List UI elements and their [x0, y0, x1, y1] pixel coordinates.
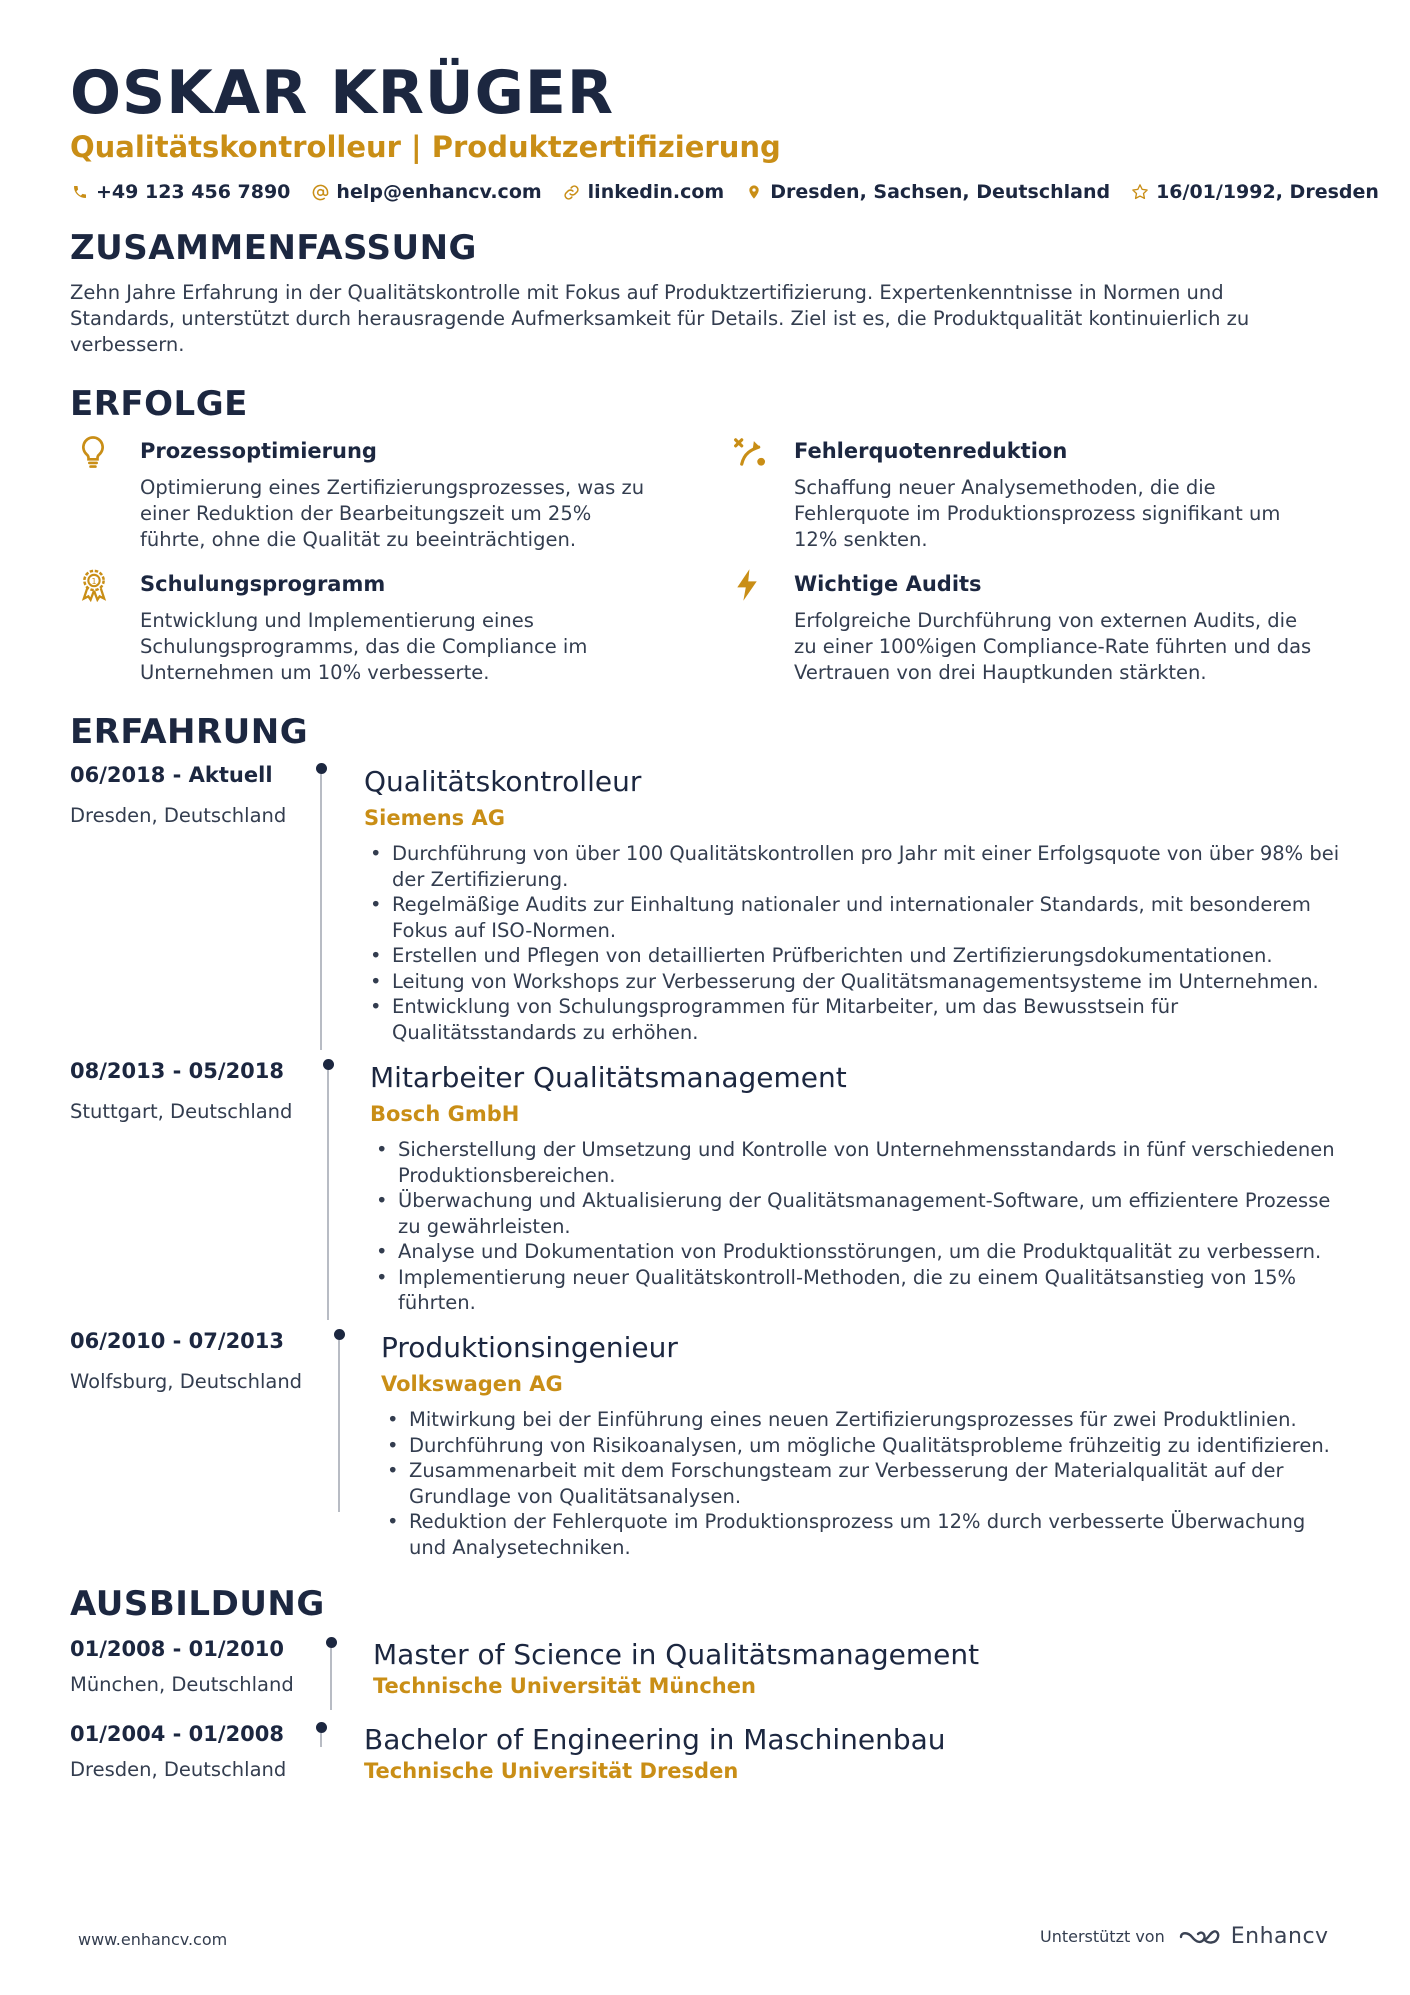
contact-birth-text: 16/01/1992, Dresden — [1156, 181, 1379, 203]
job-location: Dresden, Deutschland — [70, 804, 287, 827]
contact-phone-text: +49 123 456 7890 — [96, 181, 291, 203]
link-icon — [562, 182, 582, 202]
edu-degree: Bachelor of Engineering in Maschinenbau — [364, 1723, 946, 1756]
contact-email-text: help@enhancv.com — [336, 181, 542, 203]
job-bullet: • Analyse und Dokumentation von Produktionsstörungen, um die Produktqualität zu verbessern. — [370, 1239, 1345, 1265]
edu-location: München, Deutschland — [70, 1673, 294, 1696]
edu-location: Dresden, Deutschland — [70, 1758, 287, 1781]
timeline-dot — [323, 1059, 334, 1070]
job-dates: 08/2013 - 05/2018 — [70, 1059, 285, 1083]
job-bullet: • Erstellen und Pflegen von detaillierten Prüfberichten und Zertifizierungsdokumentationen. — [364, 943, 1344, 969]
education-heading: AUSBILDUNG — [70, 1584, 325, 1624]
star-icon — [1130, 182, 1150, 202]
achievement-desc: Erfolgreiche Durchführung von externen Audits, die zu einer 100%igen Compliance-Rate führten und das Vertrauen von drei Hauptkunden stärkten. — [794, 609, 1312, 684]
job-bullet: • Durchführung von über 100 Qualitätskontrollen pro Jahr mit einer Erfolgsquote von über 98% bei der Zertifizierung. — [364, 841, 1344, 892]
contact-phone[interactable] — [70, 181, 290, 203]
award-medal-icon — [78, 568, 112, 602]
contact-location — [744, 181, 1110, 203]
contact-birth — [1130, 181, 1379, 203]
edu-school: Technische Universität München — [373, 1674, 756, 1698]
job-dates: 06/2010 - 07/2013 — [70, 1329, 285, 1353]
edu-degree: Master of Science in Qualitätsmanagement — [373, 1638, 980, 1671]
job-bullet: • Sicherstellung der Umsetzung und Kontrolle von Unternehmensstandards in fünf verschiedenen Produktionsbereichen. — [370, 1137, 1345, 1188]
job-bullet: • Entwicklung von Schulungsprogrammen für Mitarbeiter, um das Bewusstsein für Qualitätsstandards zu erhöhen. — [364, 994, 1344, 1045]
job-bullet: • Mitwirkung bei der Einführung eines neuen Zertifizierungsprozesses für zwei Produktlinien. — [381, 1407, 1346, 1433]
phone-icon — [70, 182, 90, 202]
svg-text:1: 1 — [91, 576, 97, 586]
footer-powered-by: Unterstützt von — [1040, 1927, 1165, 1946]
timeline-line — [320, 774, 322, 1050]
enhancv-logo-icon — [1177, 1925, 1223, 1949]
timeline-dot — [316, 763, 327, 774]
job-bullets — [364, 841, 1344, 1045]
job-company: Bosch GmbH — [370, 1102, 520, 1126]
achievement-desc: Schaffung neuer Analysemethoden, die die Fehlerquote im Produktionsprozess signifikant um 12% senkten. — [794, 476, 1281, 551]
contact-bar — [70, 181, 1399, 203]
job-company: Siemens AG — [364, 806, 505, 830]
job-bullet: • Leitung von Workshops zur Verbesserung der Qualitätsmanagementsysteme im Unternehmen. — [364, 969, 1344, 995]
achievement-title: Fehlerquotenreduktion — [794, 439, 1068, 463]
timeline-dot — [334, 1329, 345, 1340]
job-bullet: • Überwachung und Aktualisierung der Qualitätsmanagement-Software, um effizientere Prozesse zu gewährleisten. — [370, 1188, 1345, 1239]
achievements-heading: ERFOLGE — [70, 384, 248, 424]
job-bullet: • Zusammenarbeit mit dem Forschungsteam zur Verbesserung der Materialqualität auf der Grundlage von Qualitätsanalysen. — [381, 1458, 1346, 1509]
achievement-title: Schulungsprogramm — [140, 572, 386, 596]
contact-email[interactable] — [310, 181, 541, 203]
achievement-desc: Entwicklung und Implementierung eines Schulungsprogramms, das die Compliance im Unternehmen um 10% verbesserte. — [140, 609, 588, 684]
contact-linkedin-text: linkedin.com — [587, 181, 725, 203]
job-company: Volkswagen AG — [381, 1372, 563, 1396]
job-role: Produktionsingenieur — [381, 1331, 678, 1364]
candidate-name: OSKAR KRÜGER — [70, 58, 615, 128]
experience-heading: ERFAHRUNG — [70, 712, 309, 752]
lightning-bolt-icon — [732, 568, 766, 602]
job-bullets — [381, 1407, 1346, 1560]
footer-website[interactable]: www.enhancv.com — [78, 1930, 228, 1949]
lightbulb-icon — [78, 435, 112, 469]
timeline-line — [330, 1648, 332, 1710]
timeline-dot — [326, 1637, 337, 1648]
timeline-line — [320, 1733, 322, 1747]
achievement-title: Prozessoptimierung — [140, 439, 377, 463]
achievement-desc: Optimierung eines Zertifizierungsprozesses, was zu einer Reduktion der Bearbeitungszeit um 25% führte, ohne die Qualität zu beeinträchtigen. — [140, 476, 645, 551]
job-bullet: • Reduktion der Fehlerquote im Produktionsprozess um 12% durch verbesserte Überwachung und Analysetechniken. — [381, 1509, 1346, 1560]
edu-school: Technische Universität Dresden — [364, 1759, 739, 1783]
candidate-subtitle: Qualitätskontrolleur | Produktzertifizierung — [70, 130, 781, 164]
summary-heading: ZUSAMMENFASSUNG — [70, 228, 477, 268]
at-icon — [310, 182, 330, 202]
job-dates: 06/2018 - Aktuell — [70, 763, 273, 787]
job-role: Mitarbeiter Qualitätsmanagement — [370, 1061, 847, 1094]
job-role: Qualitätskontrolleur — [364, 765, 642, 798]
timeline-line — [338, 1340, 340, 1512]
job-location: Stuttgart, Deutschland — [70, 1100, 293, 1123]
route-icon — [732, 435, 766, 469]
achievement-title: Wichtige Audits — [794, 572, 982, 596]
job-location: Wolfsburg, Deutschland — [70, 1370, 303, 1393]
timeline-line — [327, 1070, 329, 1320]
timeline-dot — [316, 1722, 327, 1733]
job-bullets — [370, 1137, 1345, 1316]
job-bullet: • Regelmäßige Audits zur Einhaltung nationaler und internationaler Standards, mit besonderem Fokus auf ISO-Normen. — [364, 892, 1344, 943]
location-pin-icon — [744, 182, 764, 202]
edu-dates: 01/2008 - 01/2010 — [70, 1637, 285, 1661]
job-bullet: • Durchführung von Risikoanalysen, um mögliche Qualitätsprobleme frühzeitig zu identifizieren. — [381, 1433, 1346, 1459]
contact-location-text: Dresden, Sachsen, Deutschland — [770, 181, 1111, 203]
edu-dates: 01/2004 - 01/2008 — [70, 1722, 285, 1746]
footer-brand: Enhancv — [1230, 1924, 1329, 1949]
summary-text: Zehn Jahre Erfahrung in der Qualitätskontrolle mit Fokus auf Produktzertifizierung. Expertenkenntnisse in Normen und Standards, unterstützt durch herausragende Aufmerksamkeit für Details. Ziel ist es, die Produktqualität kontinuierlich zu verbessern. — [70, 281, 1250, 356]
contact-linkedin[interactable] — [562, 181, 725, 203]
job-bullet: • Implementierung neuer Qualitätskontroll-Methoden, die zu einem Qualitätsanstieg von 15% führten. — [370, 1265, 1345, 1316]
footer-branding — [1040, 1924, 1329, 1949]
